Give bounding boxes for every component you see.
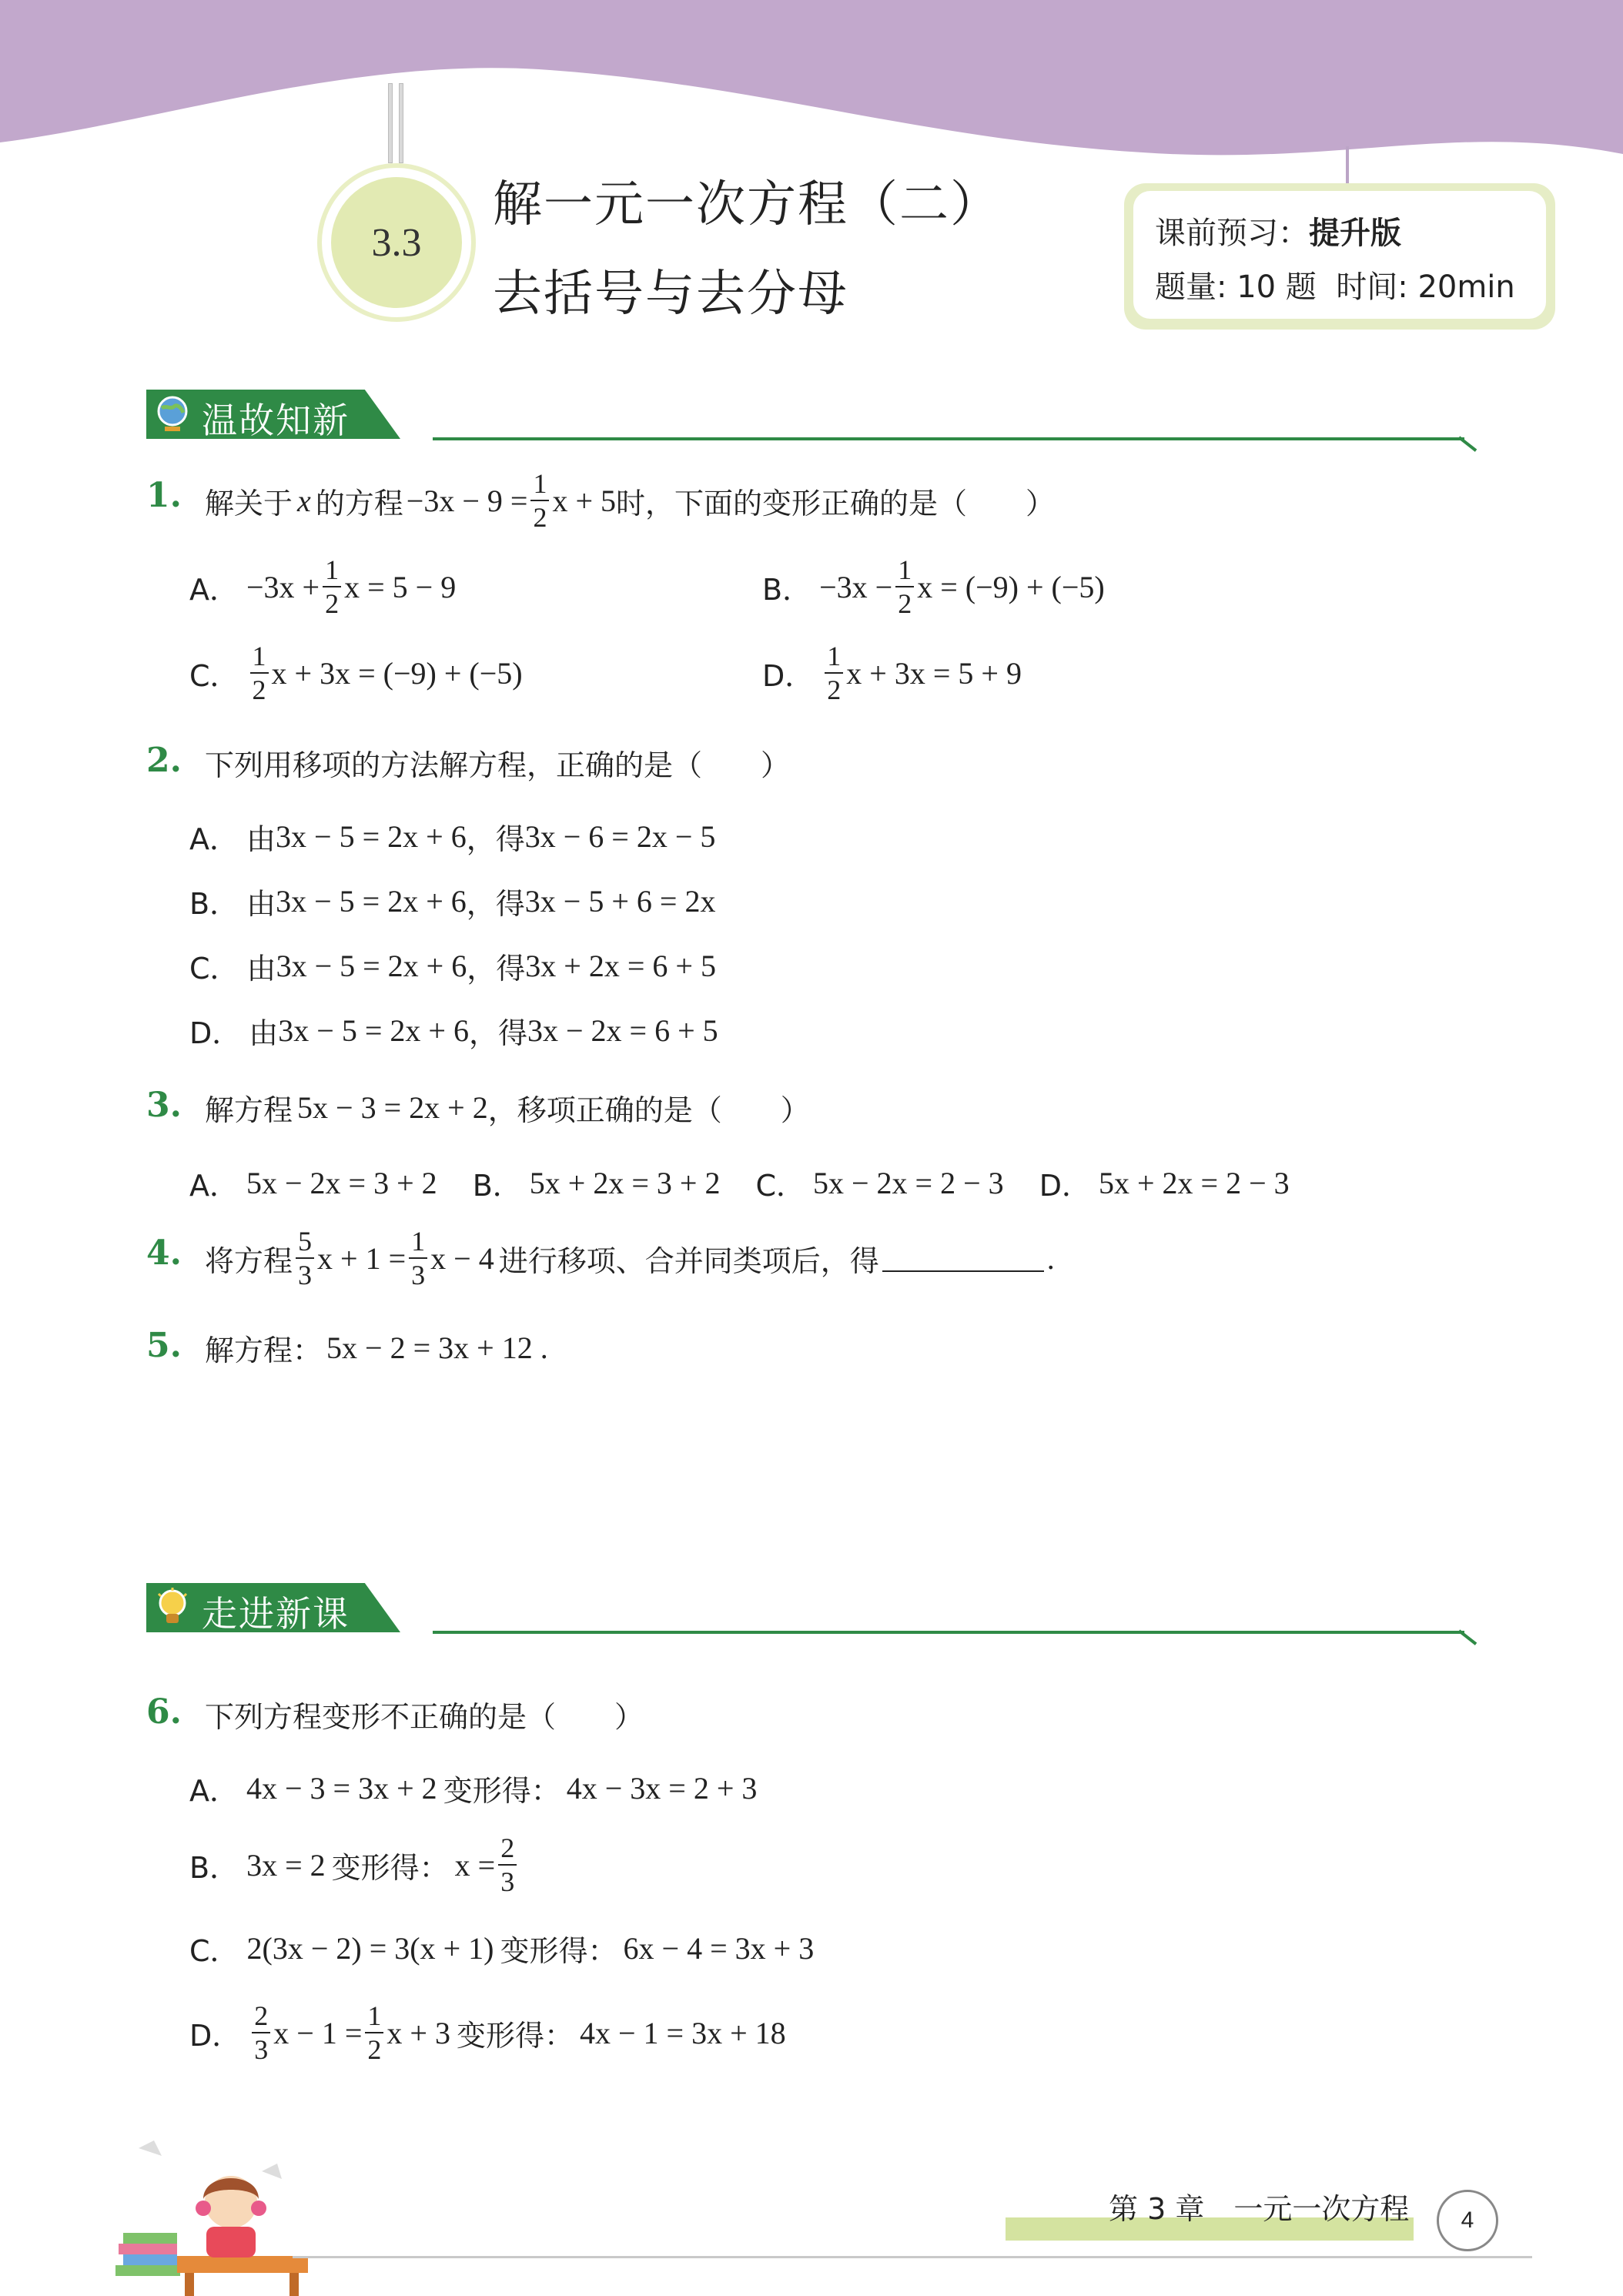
section-review-title: 温故知新 (202, 400, 350, 441)
q6-stem-text: 下列方程变形不正确的是（ ） (205, 1699, 644, 1734)
q1-option-b (762, 548, 1105, 625)
option-expr: x = (454, 1847, 496, 1883)
q1-stem-b: 的方程 (315, 486, 403, 520)
option-word: 由 (246, 886, 276, 921)
frac-num: 2 (252, 2002, 270, 2033)
option-expr: 3x − 5 = 2x + 6 (278, 1012, 469, 1048)
frac-den: 3 (254, 2034, 269, 2065)
option-fraction (498, 1834, 517, 1896)
q1-option-c (189, 634, 523, 711)
q5-eq: 5x − 2 = 3x + 12 . (326, 1330, 548, 1365)
option-expr: 3x − 5 = 2x + 6 (276, 883, 467, 919)
q6-stem (205, 1692, 644, 1735)
q2-option-c (189, 944, 716, 987)
girl-studying-illustration (108, 2125, 323, 2296)
option-label: D． (189, 1016, 242, 1050)
section-rule-end (1458, 436, 1477, 451)
option-fraction (323, 556, 341, 618)
preview-card (1124, 183, 1555, 330)
q1-var: x (297, 483, 311, 518)
frac-den: 2 (325, 588, 340, 619)
q4-fraction-b (409, 1227, 427, 1289)
option-word: ，得 (467, 951, 526, 986)
preview-label: 课前预习： (1155, 216, 1309, 251)
option-expr: 4x − 3x = 2 + 3 (566, 1770, 758, 1806)
q1-stem (205, 462, 1055, 539)
frac-den: 3 (411, 1260, 426, 1290)
footer-chapter: 第 3 章 一元一次方程 (1109, 2192, 1410, 2226)
option-label: B． (189, 1850, 239, 1885)
header-wave (0, 0, 1623, 185)
option-word: 变形得： (331, 1850, 449, 1885)
q2-number: 2. (146, 741, 182, 780)
option-fraction (365, 2002, 383, 2063)
option-word: 变形得： (443, 1773, 561, 1808)
frac-num: 1 (895, 556, 914, 587)
globe-icon (151, 393, 194, 436)
q1-option-d (762, 634, 1022, 711)
frac-num: 1 (365, 2002, 383, 2033)
section-new-title: 走进新课 (202, 1593, 350, 1635)
lesson-number: 3.3 (331, 177, 462, 308)
q2-stem (205, 741, 790, 784)
q1-stem-a: 解关于 (205, 486, 293, 520)
q6-option-c (189, 1926, 814, 1970)
option-label: B． (472, 1168, 522, 1203)
option-expr: 5x + 2x = 3 + 2 (529, 1165, 721, 1200)
option-word: 变形得： (456, 2018, 574, 2053)
preview-time: 时间: 20min (1336, 269, 1515, 305)
preview-level: 提升版 (1309, 216, 1401, 251)
q2-option-b (189, 879, 715, 922)
option-word: ，得 (466, 886, 525, 921)
lesson-title: 解一元一次方程（二） (493, 176, 1001, 233)
option-fraction (895, 556, 914, 618)
option-expr: 5x + 2x = 2 − 3 (1098, 1165, 1290, 1200)
section-review-banner (146, 390, 1478, 451)
option-label: C． (189, 951, 239, 986)
option-label: B． (762, 572, 812, 607)
frac-den: 2 (252, 674, 266, 705)
option-label: A． (189, 1773, 239, 1808)
page-number: 4 (1437, 2190, 1498, 2251)
frac-num: 1 (409, 1227, 427, 1259)
frac-num: 1 (825, 642, 843, 674)
frac-num: 2 (498, 1834, 517, 1866)
option-expr: 4x − 1 = 3x + 18 (579, 2015, 786, 2050)
lesson-badge (317, 163, 476, 322)
q5-stem-text: 解方程： (205, 1333, 323, 1367)
frac-num: 5 (296, 1227, 314, 1259)
option-label: D． (189, 2018, 242, 2053)
frac-den: 2 (827, 674, 842, 705)
option-label: C． (189, 658, 239, 693)
frac-den: 2 (898, 588, 912, 619)
option-expr: x − 1 = (273, 2015, 363, 2050)
frac-num: 1 (323, 556, 341, 587)
q4-stem-a: 将方程 (205, 1243, 293, 1278)
q3-number: 3. (146, 1086, 182, 1125)
option-expr: 5x − 2x = 3 + 2 (246, 1165, 437, 1200)
q2-option-a (189, 815, 715, 858)
q1-eq-left: −3x − 9 = (406, 483, 528, 518)
frac-den: 3 (500, 1866, 515, 1897)
option-word: ，得 (466, 822, 525, 856)
preview-row-level (1155, 206, 1524, 260)
q1-eq-right: x + 5 (552, 483, 617, 518)
frac-den: 3 (298, 1260, 313, 1290)
option-expr: 3x − 5 = 2x + 6 (276, 818, 467, 854)
q2-option-d (189, 1009, 718, 1052)
q1-stem-c: 时，下面的变形正确的是（ ） (616, 486, 1056, 520)
option-word: 由 (246, 951, 276, 986)
option-label: A． (189, 572, 239, 607)
option-expr: 3x − 6 = 2x − 5 (524, 818, 716, 854)
q3-stem-a: 解方程 (205, 1093, 293, 1127)
q1-fraction (530, 470, 549, 531)
q6-number: 6. (146, 1692, 182, 1732)
option-word: 变形得： (500, 1933, 617, 1968)
q4-tail: x − 4 (430, 1240, 494, 1276)
section-rule-end (1458, 1629, 1477, 1645)
preview-hanger (1346, 146, 1349, 185)
section-new-banner (146, 1583, 1478, 1645)
option-fraction (252, 2002, 270, 2063)
option-expr: −3x + (246, 569, 320, 604)
q4-end: . (1046, 1240, 1055, 1276)
q4-stem (205, 1220, 1055, 1297)
preview-row-meta (1155, 260, 1524, 314)
frac-den: 2 (367, 2034, 382, 2065)
q5-stem (205, 1326, 548, 1369)
hanger-left (388, 83, 393, 163)
frac-num: 1 (250, 642, 269, 674)
option-expr: x = 5 − 9 (344, 569, 457, 604)
frac-den: 2 (533, 502, 547, 533)
section-rule (433, 1631, 1464, 1634)
frac-num: 1 (530, 470, 549, 501)
q2-stem-text: 下列用移项的方法解方程，正确的是（ ） (205, 748, 791, 782)
option-expr: x + 3 (387, 2015, 450, 2050)
option-expr: 2(3x − 2) = 3(x + 1) (246, 1930, 494, 1966)
option-fraction (825, 642, 843, 704)
q3-options (189, 1161, 1290, 1204)
option-expr: 3x + 2x = 6 + 5 (525, 948, 716, 983)
option-label: A． (189, 1168, 239, 1203)
option-expr: 5x − 2x = 2 − 3 (813, 1165, 1004, 1200)
option-expr: 3x = 2 (246, 1847, 326, 1883)
lesson-subtitle: 去括号与去分母 (493, 266, 848, 323)
q5-number: 5. (146, 1326, 182, 1365)
q6-option-d (189, 1994, 786, 2071)
q6-option-a (189, 1766, 757, 1809)
q4-fraction-a (296, 1227, 314, 1289)
option-expr: 3x − 2x = 6 + 5 (527, 1012, 718, 1048)
option-expr: −3x − (819, 569, 893, 604)
option-expr: 3x − 5 = 2x + 6 (276, 948, 467, 983)
option-label: B． (189, 886, 239, 921)
q6-option-b (189, 1826, 520, 1903)
option-expr: x + 3x = (−9) + (−5) (271, 655, 523, 691)
option-expr: x + 3x = 5 + 9 (846, 655, 1022, 691)
option-word: ，得 (468, 1016, 527, 1050)
option-label: D． (1039, 1168, 1091, 1203)
q4-mid: x + 1 = (317, 1240, 407, 1276)
section-rule (433, 437, 1464, 440)
option-expr: 6x − 4 = 3x + 3 (623, 1930, 815, 1966)
option-expr: 3x − 5 + 6 = 2x (524, 883, 716, 919)
q4-number: 4. (146, 1233, 182, 1273)
q3-stem-b: ，移项正确的是（ ） (487, 1093, 810, 1127)
preview-count: 题量: 10 题 (1155, 269, 1317, 305)
option-label: D． (762, 658, 815, 693)
option-label: C． (189, 1933, 239, 1968)
option-expr: 4x − 3 = 3x + 2 (246, 1770, 437, 1806)
hanger-right (399, 83, 403, 163)
q1-option-a (189, 548, 456, 625)
option-expr: x = (−9) + (−5) (917, 569, 1105, 604)
option-word: 由 (246, 822, 276, 856)
option-label: A． (189, 822, 239, 856)
q4-answer-blank[interactable] (882, 1244, 1044, 1272)
q3-eq: 5x − 3 = 2x + 2 (297, 1089, 488, 1125)
footer-rule (293, 2256, 1532, 2258)
q3-stem (205, 1086, 810, 1129)
q1-number: 1. (146, 476, 182, 515)
option-label: C． (755, 1168, 805, 1203)
option-fraction (250, 642, 269, 704)
q4-stem-b: 进行移项、合并同类项后，得 (498, 1243, 879, 1278)
option-word: 由 (249, 1016, 279, 1050)
lightbulb-icon (151, 1586, 194, 1629)
